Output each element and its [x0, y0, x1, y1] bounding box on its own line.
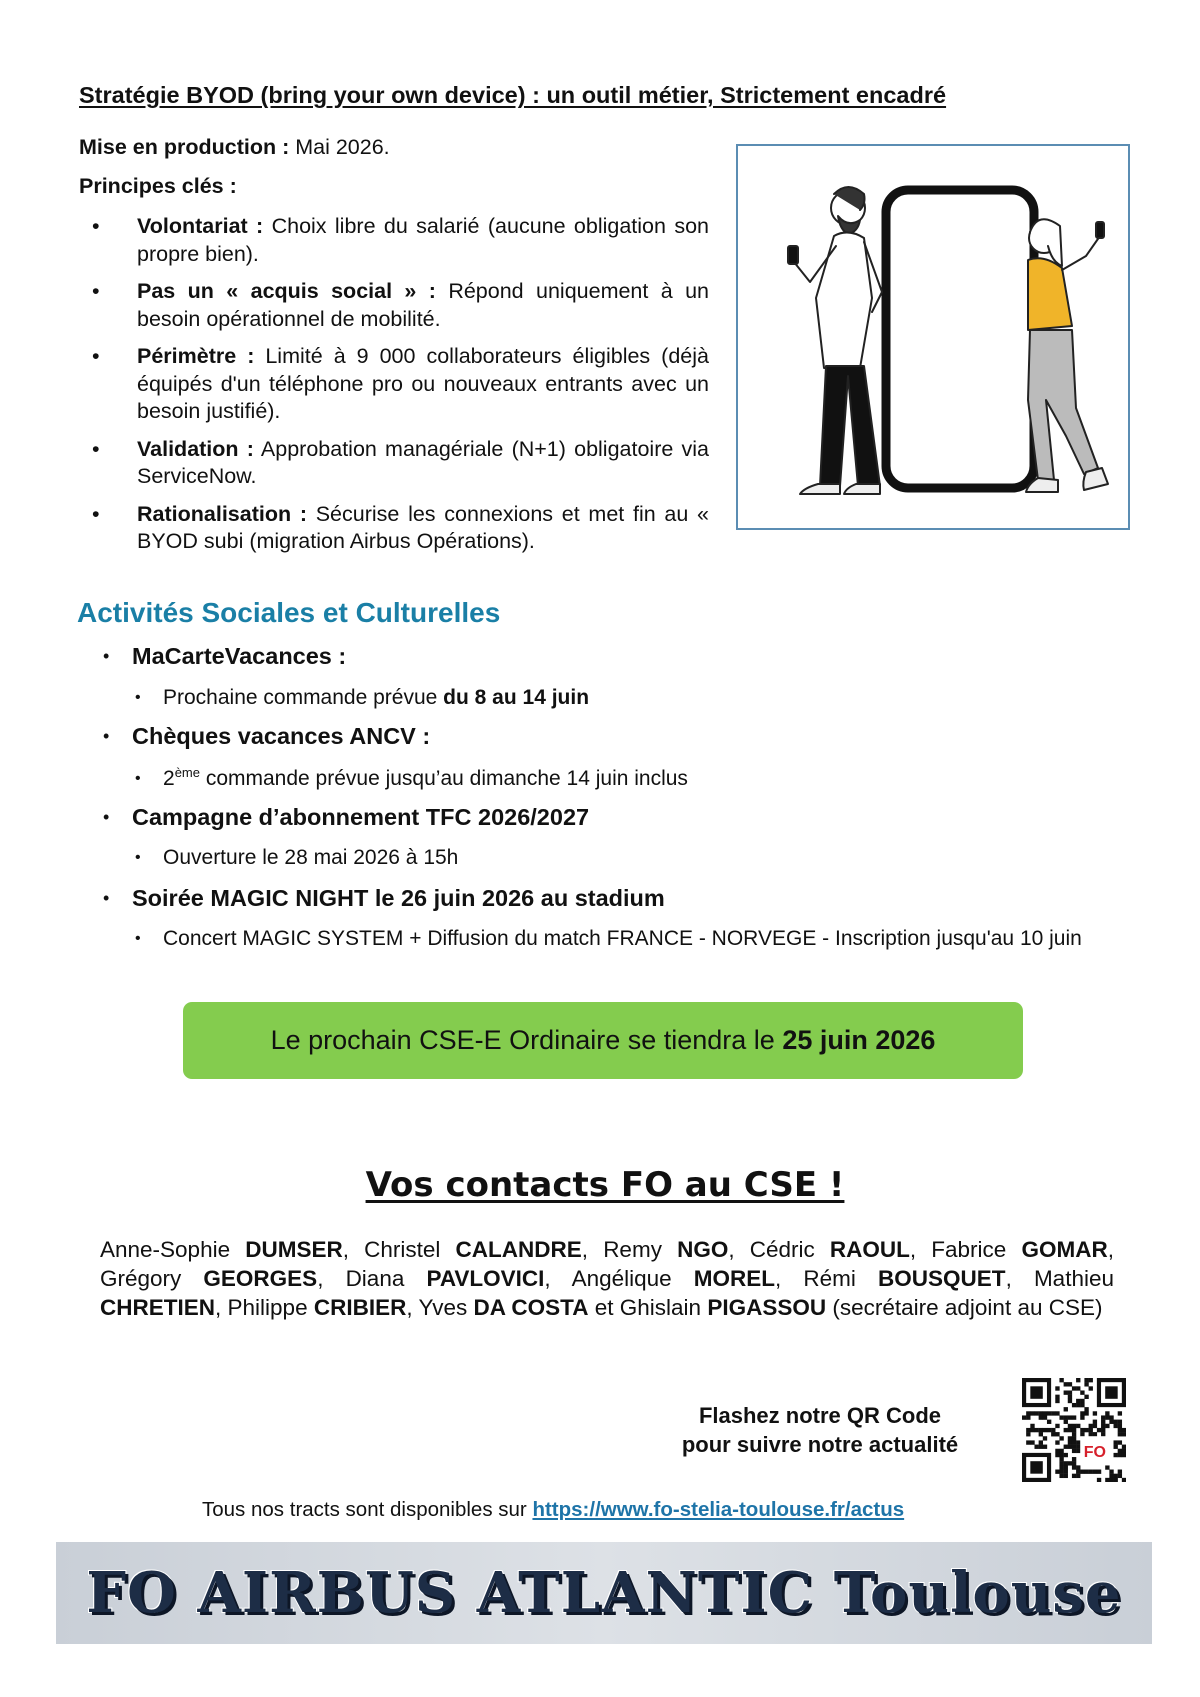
contact-first-name: Grégory	[100, 1266, 204, 1291]
contact-separator: ,	[1107, 1237, 1114, 1262]
contact-first-name: Cédric	[749, 1237, 830, 1262]
activity-heading: • MaCarteVacances :	[103, 643, 347, 669]
contact-last-name: CALANDRE	[455, 1237, 582, 1262]
contact-separator: ,	[775, 1266, 804, 1291]
list-item: • Volontariat : Choix libre du salarié (aucune obligation son propre bien).	[92, 214, 709, 266]
contact-first-name: Remy	[603, 1237, 678, 1262]
contacts-title: Vos contacts FO au CSE !	[365, 1165, 845, 1205]
contact-first-name: Diana	[345, 1266, 427, 1291]
byod-principles-list	[79, 213, 709, 566]
banner-prefix: Le prochain CSE-E Ordinaire se tiendra le	[270, 1025, 775, 1055]
contact-first-name: Anne-Sophie	[100, 1237, 246, 1262]
contact-first-name: Mathieu	[1033, 1266, 1114, 1291]
contact-last-name: BOUSQUET	[878, 1266, 1006, 1291]
contact-separator: ,	[728, 1237, 750, 1262]
contact-separator: ,	[406, 1295, 419, 1320]
list-item: • Rationalisation : Sécurise les connexions et met fin au « BYOD subi (migration Airbus Opérations).	[92, 501, 709, 553]
tracts-link[interactable]: https://www.fo-stelia-toulouse.fr/actus	[532, 1498, 905, 1521]
footer-banner	[56, 1542, 1152, 1644]
activity-heading: • Soirée MAGIC NIGHT le 26 juin 2026 au stadium	[103, 885, 665, 911]
contact-first-name: Yves	[418, 1295, 474, 1320]
byod-title: Stratégie BYOD (bring your own device) : un outil métier, Strictement encadré	[79, 82, 947, 108]
qr-code[interactable]	[1022, 1378, 1126, 1482]
contact-last-name: NGO	[677, 1237, 729, 1262]
footer-title: FO AIRBUS ATLANTIC Toulouse	[86, 1560, 1122, 1626]
activity-detail: • Concert MAGIC SYSTEM + Diffusion du match FRANCE - NORVEGE - Inscription jusqu'au 10 juin	[135, 927, 1082, 950]
contact-separator: (secrétaire adjoint au CSE)	[826, 1295, 1103, 1320]
contact-first-name: Rémi	[803, 1266, 879, 1291]
contact-last-name: PAVLOVICI	[426, 1266, 545, 1291]
activity-heading: • Campagne d’abonnement TFC 2026/2027	[103, 804, 590, 830]
list-item: • Pas un « acquis social » : Répond uniquement à un besoin opérationnel de mobilité.	[92, 279, 709, 331]
qr-code-icon	[1022, 1378, 1126, 1482]
contact-last-name: DA COSTA	[473, 1295, 589, 1320]
byod-illustration	[736, 144, 1130, 530]
contact-first-name: Philippe	[227, 1295, 314, 1320]
contact-separator: et	[588, 1295, 620, 1320]
list-item: • Validation : Approbation managériale (N+1) obligatoire via ServiceNow.	[92, 436, 709, 488]
next-meeting-banner	[183, 1002, 1023, 1079]
principes-line	[79, 174, 237, 199]
contact-separator: ,	[581, 1237, 604, 1262]
contact-last-name: PIGASSOU	[707, 1295, 827, 1320]
activity-detail: • Ouverture le 28 mai 2026 à 15h	[135, 846, 459, 869]
banner-date: 25 juin 2026	[782, 1025, 936, 1055]
principes-label: Principes clés :	[79, 174, 237, 198]
contact-last-name: MOREL	[693, 1266, 776, 1291]
contact-first-name: Ghislain	[619, 1295, 708, 1320]
contact-separator: ,	[317, 1266, 346, 1291]
phone-people-illustration-icon	[738, 146, 1128, 528]
contact-first-name: Angélique	[571, 1266, 694, 1291]
contact-last-name: CRIBIER	[313, 1295, 407, 1320]
contact-separator: ,	[909, 1237, 932, 1262]
production-label: Mise en production :	[79, 135, 290, 159]
activity-heading: • Chèques vacances ANCV :	[103, 723, 431, 749]
contact-last-name: GOMAR	[1021, 1237, 1108, 1262]
activity-detail: • 2ème commande prévue jusqu’au dimanche 14 juin inclus	[135, 765, 688, 790]
contact-last-name: CHRETIEN	[100, 1295, 216, 1320]
fo-logo-icon: FO	[1083, 1444, 1106, 1462]
contact-last-name: RAOUL	[829, 1237, 910, 1262]
qr-caption: Flashez notre QR Code pour suivre notre actualité	[681, 1403, 959, 1457]
contact-separator: ,	[1005, 1266, 1034, 1291]
contact-first-name: Fabrice	[931, 1237, 1022, 1262]
production-line	[79, 135, 390, 160]
list-item: • Périmètre : Limité à 9 000 collaborateurs éligibles (déjà équipés d'un téléphone pro ou nouveaux entrants avec un besoin justifié).	[92, 344, 709, 423]
contact-separator: ,	[544, 1266, 572, 1291]
activities-title: Activités Sociales et Culturelles	[77, 597, 501, 628]
tracts-line: Tous nos tracts sont disponibles sur https://www.fo-stelia-toulouse.fr/actus	[202, 1498, 905, 1521]
activity-detail: • Prochaine commande prévue du 8 au 14 juin	[135, 686, 590, 709]
contact-first-name: Christel	[364, 1237, 456, 1262]
contact-separator: ,	[215, 1295, 228, 1320]
contact-separator: ,	[342, 1237, 365, 1262]
contacts-list	[100, 1235, 1114, 1322]
contact-last-name: DUMSER	[245, 1237, 343, 1262]
contact-last-name: GEORGES	[203, 1266, 318, 1291]
production-value: Mai 2026.	[289, 135, 390, 159]
